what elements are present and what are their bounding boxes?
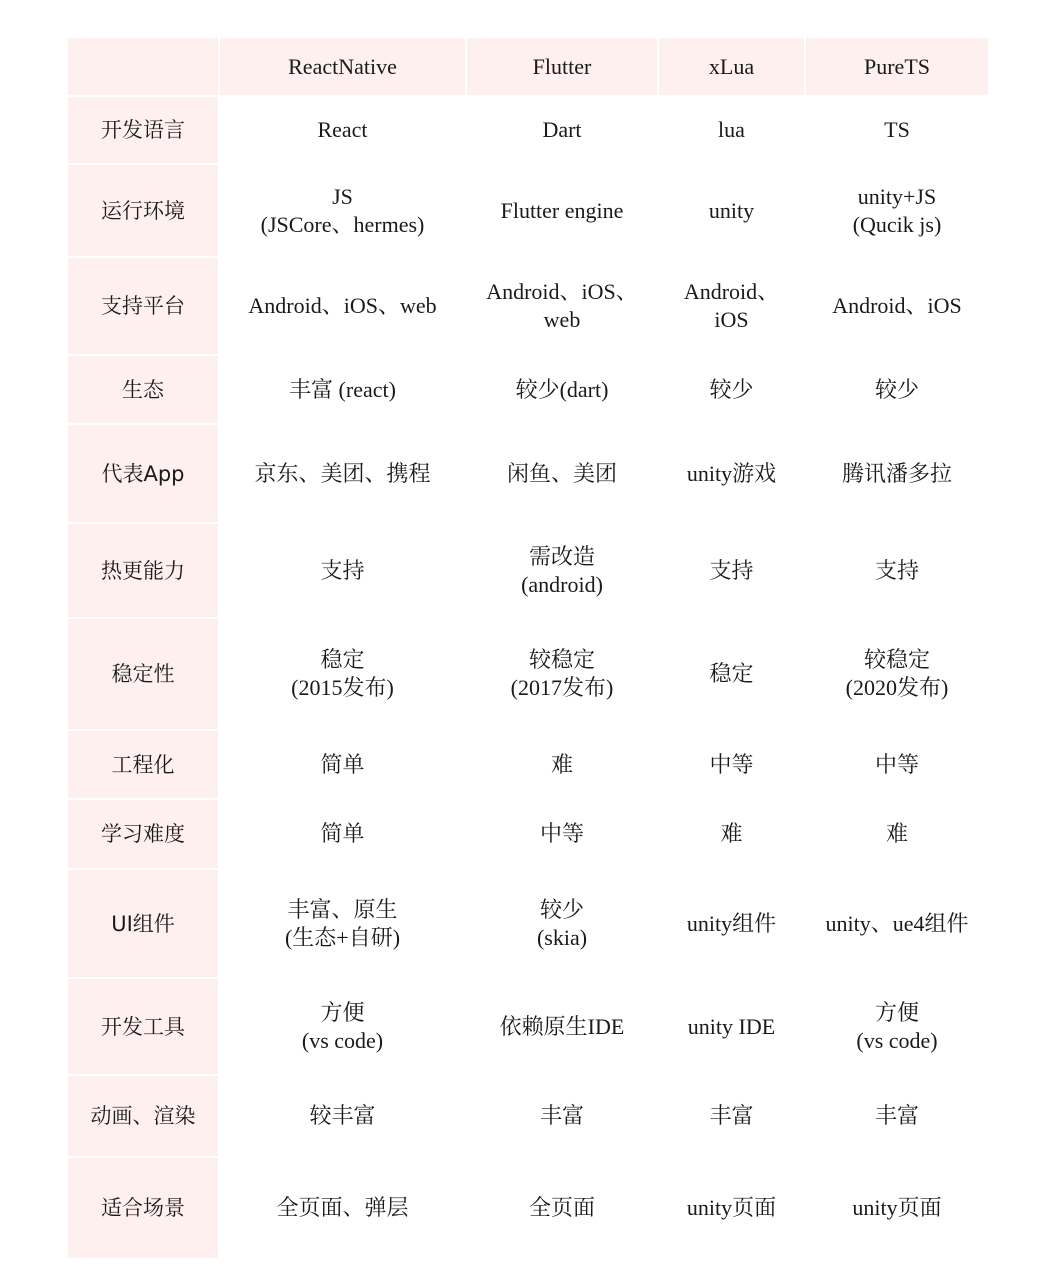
table-cell: unity游戏 [659, 425, 804, 522]
table-cell: unity页面 [659, 1158, 804, 1258]
row-header: 开发语言 [68, 97, 218, 163]
table-cell: unity [659, 165, 804, 256]
table-cell: 丰富 [467, 1076, 657, 1156]
table-cell: 简单 [220, 731, 465, 798]
table-cell: Android、iOS、 web [467, 258, 657, 354]
table-cell: 中等 [467, 800, 657, 868]
table-cell: 较丰富 [220, 1076, 465, 1156]
row-header: 生态 [68, 356, 218, 423]
table-cell: 丰富 [659, 1076, 804, 1156]
table-cell: 支持 [806, 524, 988, 617]
table-cell: unity页面 [806, 1158, 988, 1258]
column-header-xlua: xLua [659, 38, 804, 95]
table-cell: 稳定 [659, 619, 804, 729]
row-header: 支持平台 [68, 258, 218, 354]
row-header: 运行环境 [68, 165, 218, 256]
table-cell: Android、 iOS [659, 258, 804, 354]
table-cell: 支持 [659, 524, 804, 617]
table-cell: 丰富 (react) [220, 356, 465, 423]
table-cell: 较稳定 (2017发布) [467, 619, 657, 729]
table-cell: 全页面 [467, 1158, 657, 1258]
column-header-purets: PureTS [806, 38, 988, 95]
row-header: 代表App [68, 425, 218, 522]
table-cell: 较少 [806, 356, 988, 423]
column-header-reactnative: ReactNative [220, 38, 465, 95]
table-cell: Android、iOS [806, 258, 988, 354]
table-cell: 闲鱼、美团 [467, 425, 657, 522]
table-cell: 较少(dart) [467, 356, 657, 423]
table-cell: 较少 [659, 356, 804, 423]
row-header: 开发工具 [68, 979, 218, 1074]
table-cell: 丰富、原生 (生态+自研) [220, 870, 465, 977]
table-cell: Dart [467, 97, 657, 163]
table-cell: 中等 [659, 731, 804, 798]
table-cell: 腾讯潘多拉 [806, 425, 988, 522]
table-cell: 难 [806, 800, 988, 868]
table-cell: 方便 (vs code) [220, 979, 465, 1074]
table-cell: Android、iOS、web [220, 258, 465, 354]
table-cell: Flutter engine [467, 165, 657, 256]
row-header: 稳定性 [68, 619, 218, 729]
table-cell: JS (JSCore、hermes) [220, 165, 465, 256]
table-cell: 丰富 [806, 1076, 988, 1156]
table-cell: 稳定 (2015发布) [220, 619, 465, 729]
column-header-flutter: Flutter [467, 38, 657, 95]
comparison-table [68, 38, 980, 1258]
table-cell: 京东、美团、携程 [220, 425, 465, 522]
row-header: 适合场景 [68, 1158, 218, 1258]
table-cell: 较少 (skia) [467, 870, 657, 977]
table-cell: lua [659, 97, 804, 163]
table-cell: unity、ue4组件 [806, 870, 988, 977]
table-cell: unity IDE [659, 979, 804, 1074]
row-header: 学习难度 [68, 800, 218, 868]
table-cell: unity+JS (Qucik js) [806, 165, 988, 256]
row-header: 动画、渲染 [68, 1076, 218, 1156]
table-cell: 依赖原生IDE [467, 979, 657, 1074]
table-cell: 方便 (vs code) [806, 979, 988, 1074]
table-cell: 较稳定 (2020发布) [806, 619, 988, 729]
table-cell: 中等 [806, 731, 988, 798]
table-cell: 难 [659, 800, 804, 868]
row-header: 热更能力 [68, 524, 218, 617]
table-cell: unity组件 [659, 870, 804, 977]
table-cell: 全页面、弹层 [220, 1158, 465, 1258]
table-cell: 简单 [220, 800, 465, 868]
table-cell: TS [806, 97, 988, 163]
header-corner-cell [68, 38, 218, 95]
table-cell: 需改造 (android) [467, 524, 657, 617]
table-cell: 难 [467, 731, 657, 798]
row-header: UI组件 [68, 870, 218, 977]
row-header: 工程化 [68, 731, 218, 798]
table-cell: React [220, 97, 465, 163]
table-cell: 支持 [220, 524, 465, 617]
